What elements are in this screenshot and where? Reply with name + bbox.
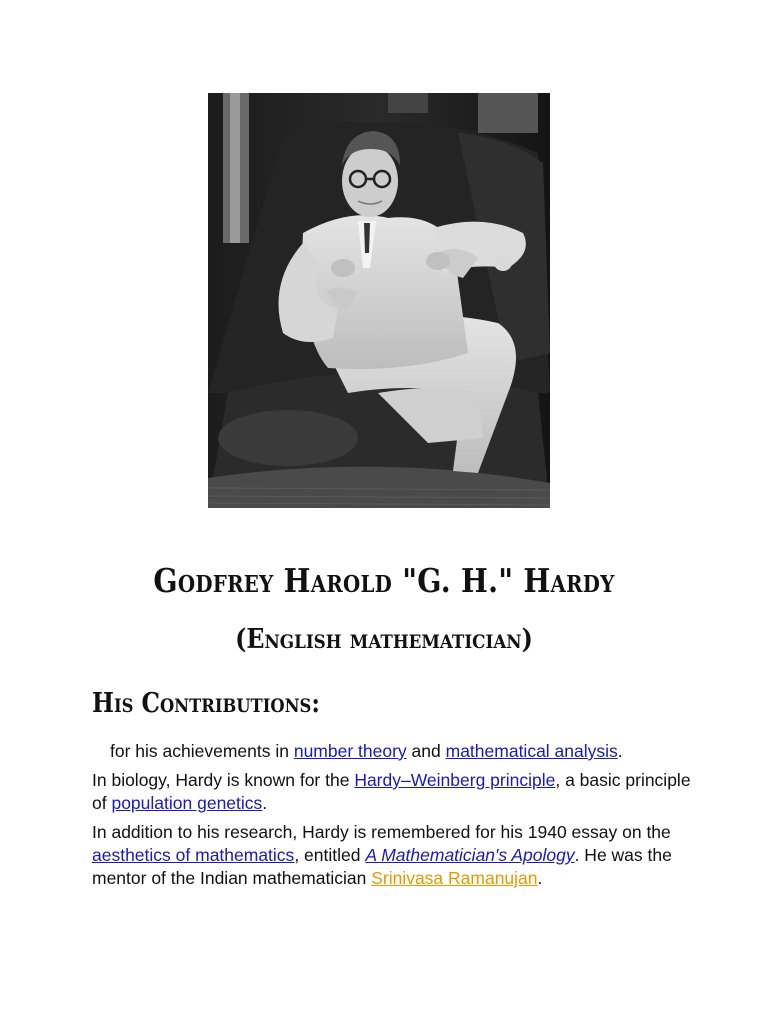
link-mathematical-analysis[interactable]: mathematical analysis [445, 741, 618, 761]
page-subtitle: (English mathematician) [235, 624, 533, 655]
paragraph-text: . [537, 868, 543, 888]
paragraph-text: . He was the mentor of the Indian mathematician [92, 845, 672, 888]
link-hardy-weinberg[interactable]: Hardy–Weinberg principle [354, 770, 556, 790]
paragraph-essay [92, 821, 692, 890]
link-number-theory[interactable]: number theory [293, 741, 407, 761]
paragraph-biology [92, 769, 692, 815]
paragraph-text: , entitled [294, 845, 366, 865]
paragraph-text: In biology, Hardy is known for the [92, 770, 355, 790]
link-srinivasa-ramanujan[interactable]: Srinivasa Ramanujan [371, 868, 538, 888]
paragraph-text: . [262, 793, 268, 813]
section-heading: His Contributions: [92, 688, 320, 719]
paragraph-text: In addition to his research, Hardy is remembered for his 1940 essay on the [92, 822, 671, 842]
link-population-genetics[interactable]: population genetics [111, 793, 263, 813]
paragraph-text: , a basic principle of [92, 770, 691, 813]
link-mathematicians-apology[interactable]: A Mathematician's Apology [365, 845, 575, 865]
paragraph-achievements [92, 740, 710, 763]
paragraph-text: . [617, 741, 623, 761]
paragraph-text: and [406, 741, 446, 761]
page-title: Godfrey Harold "G. H." Hardy [153, 561, 615, 600]
link-aesthetics-of-mathematics[interactable]: aesthetics of mathematics [92, 845, 295, 865]
portrait-photo [208, 93, 550, 508]
paragraph-text: for his achievements in [110, 741, 294, 761]
